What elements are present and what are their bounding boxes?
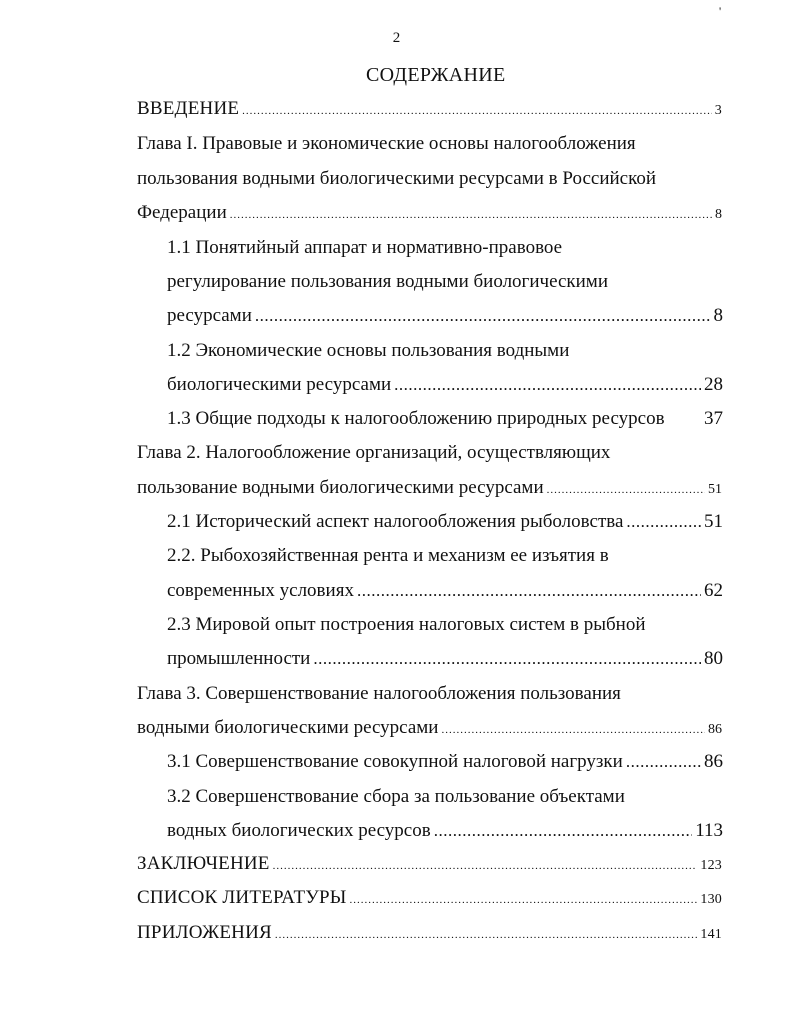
- toc-entry-section-3-1: [167, 751, 723, 773]
- toc-leader: [255, 306, 711, 326]
- toc-entry-section-1-3: [167, 408, 723, 430]
- toc-label: биологическими ресурсами: [167, 374, 392, 395]
- toc-entry-references: [137, 887, 722, 909]
- toc-page: 141: [700, 927, 722, 942]
- toc-leader: [313, 649, 701, 669]
- toc-page: 51: [708, 482, 722, 497]
- toc-label: СПИСОК ЛИТЕРАТУРЫ: [137, 887, 347, 908]
- toc-label: ВВЕДЕНИЕ: [137, 98, 240, 119]
- toc-leader: [275, 929, 698, 941]
- page-number: 2: [392, 30, 401, 46]
- toc-entry-section-2-2: [167, 580, 723, 602]
- toc-label: 1.3 Общие подходы к налогообложению природных ресурсов: [167, 408, 665, 429]
- toc-label: современных условиях: [167, 580, 354, 601]
- toc-page: 62: [704, 580, 723, 601]
- toc-leader: [394, 375, 701, 395]
- toc-entry-section-1-1: [167, 305, 723, 327]
- toc-entry-chapter-1: [137, 202, 722, 224]
- toc-label: ПРИЛОЖЕНИЯ: [137, 922, 272, 943]
- toc-leader: [357, 581, 701, 601]
- toc-label: водных биологических ресурсов: [167, 820, 431, 841]
- toc-page: 3: [714, 103, 722, 118]
- toc-chapter-1-line-1: Глава I. Правовые и экономические основы налогообложения: [137, 133, 636, 154]
- toc-entry-chapter-3: [137, 717, 722, 739]
- toc-label: Федерации: [137, 202, 227, 223]
- toc-page: 80: [704, 648, 723, 669]
- toc-entry-appendices: [137, 922, 722, 944]
- toc-section-2-3-line-1: 2.3 Мировой опыт построения налоговых систем в рыбной: [167, 614, 646, 635]
- toc-chapter-2-line-1: Глава 2. Налогообложение организаций, осуществляющих: [137, 442, 611, 463]
- toc-label: 2.1 Исторический аспект налогообложения рыболовства: [167, 511, 624, 532]
- toc-leader: [350, 894, 698, 906]
- toc-entry-chapter-2: [137, 477, 722, 499]
- toc-page: 8: [715, 207, 722, 222]
- toc-leader: [547, 484, 705, 496]
- toc-leader: [434, 821, 692, 841]
- toc-section-1-1-line-2: регулирование пользования водными биологическими: [167, 271, 608, 292]
- toc-section-2-2-line-1: 2.2. Рыбохозяйственная рента и механизм ее изъятия в: [167, 545, 609, 566]
- toc-label: промышленности: [167, 648, 311, 669]
- toc-entry-section-1-2: [167, 374, 723, 396]
- toc-entry-section-2-3: [167, 648, 723, 670]
- toc-page: 123: [700, 858, 722, 873]
- toc-label: ресурсами: [167, 305, 252, 326]
- toc-label: ЗАКЛЮЧЕНИЕ: [137, 853, 270, 874]
- toc-section-3-2-line-1: 3.2 Совершенствование сбора за пользование объектами: [167, 786, 625, 807]
- page-title: СОДЕРЖАНИЕ: [366, 64, 506, 86]
- toc-chapter-1-line-2: пользования водными биологическими ресурсами в Российской: [137, 168, 657, 189]
- toc-entry-section-2-1: [167, 511, 723, 533]
- toc-page: 86: [704, 751, 723, 772]
- toc-section-1-1-line-1: 1.1 Понятийный аппарат и нормативно-правовое: [167, 237, 563, 258]
- toc-label: пользование водными биологическими ресурсами: [137, 477, 544, 498]
- toc-label: 3.1 Совершенствование совокупной налоговой нагрузки: [167, 751, 623, 772]
- toc-leader: [626, 752, 701, 772]
- toc-page: 113: [695, 820, 723, 841]
- toc-page: 130: [700, 892, 722, 907]
- toc-entry-section-3-2: [167, 820, 723, 842]
- toc-page: 37: [704, 408, 723, 429]
- toc-label: водными биологическими ресурсами: [137, 717, 439, 738]
- toc-leader: [273, 860, 698, 872]
- toc-leader: [242, 105, 712, 117]
- corner-mark: ': [719, 4, 722, 18]
- toc-page: 8: [713, 305, 723, 326]
- toc-entry-intro: [137, 98, 722, 120]
- toc-page: 51: [704, 511, 723, 532]
- toc-section-1-2-line-1: 1.2 Экономические основы пользования водными: [167, 340, 570, 361]
- toc-page: 28: [704, 374, 723, 395]
- toc-leader: [230, 209, 712, 221]
- toc-leader: [626, 512, 701, 532]
- toc-page: 86: [708, 722, 722, 737]
- toc-leader: [441, 724, 705, 736]
- toc-chapter-3-line-1: Глава 3. Совершенствование налогообложения пользования: [137, 683, 621, 704]
- toc-entry-conclusion: [137, 853, 722, 875]
